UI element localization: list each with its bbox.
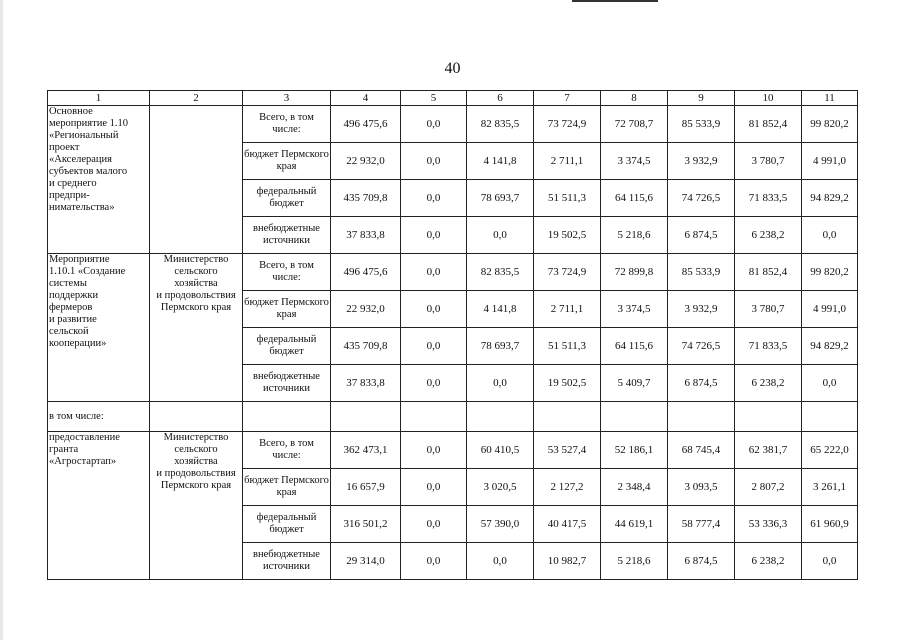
amount-cell-col-11: 4 991,0 <box>802 291 858 328</box>
amount-cell-col-9: 3 932,9 <box>668 143 735 180</box>
activity-name: предоставление гранта «Агростартап» <box>49 432 120 467</box>
separator-row <box>48 402 858 432</box>
amount-cell-col-9: 68 745,4 <box>668 432 735 469</box>
amount-cell-col-10: 62 381,7 <box>735 432 802 469</box>
scan-edge-shadow <box>0 0 3 640</box>
header-row <box>48 91 858 106</box>
amount-cell-col-10: 71 833,5 <box>735 180 802 217</box>
column-header-10: 10 <box>735 91 802 106</box>
amount-cell-col-5: 0,0 <box>401 143 467 180</box>
amount-cell-col-10: 2 807,2 <box>735 469 802 506</box>
amount-cell-col-6: 4 141,8 <box>467 291 534 328</box>
amount-cell-col-10: 6 238,2 <box>735 217 802 254</box>
amount-cell-col-6: 0,0 <box>467 365 534 402</box>
amount-cell-col-8: 3 374,5 <box>601 291 668 328</box>
amount-cell-col-5: 0,0 <box>401 365 467 402</box>
funding-source: внебюджетные источники <box>243 217 331 254</box>
executor-name: Министерство сельского хозяйства и продовольствия Пермского края <box>156 432 236 491</box>
amount-cell-col-10: 81 852,4 <box>735 254 802 291</box>
table-row <box>48 106 858 143</box>
amount-cell-col-6: 0,0 <box>467 217 534 254</box>
amount-cell-col-10: 6 238,2 <box>735 543 802 580</box>
amount-cell-col-4: 362 473,1 <box>331 432 401 469</box>
amount-cell-col-5: 0,0 <box>401 180 467 217</box>
executor-cell <box>150 254 243 402</box>
empty-cell <box>534 402 601 432</box>
amount-cell-col-5: 0,0 <box>401 469 467 506</box>
separator-label: в том числе: <box>48 402 150 432</box>
amount-cell-col-6: 57 390,0 <box>467 506 534 543</box>
amount-cell-col-5: 0,0 <box>401 432 467 469</box>
column-header-7: 7 <box>534 91 601 106</box>
funding-source: внебюджетные источники <box>243 543 331 580</box>
amount-cell-col-8: 2 348,4 <box>601 469 668 506</box>
column-header-8: 8 <box>601 91 668 106</box>
column-header-2: 2 <box>150 91 243 106</box>
top-rule <box>572 0 658 2</box>
amount-cell-col-11: 99 820,2 <box>802 106 858 143</box>
amount-cell-col-4: 16 657,9 <box>331 469 401 506</box>
amount-cell-col-10: 6 238,2 <box>735 365 802 402</box>
amount-cell-col-7: 51 511,3 <box>534 180 601 217</box>
funding-source: Всего, в том числе: <box>243 432 331 469</box>
activity-name-cell <box>48 254 150 402</box>
amount-cell-col-11: 0,0 <box>802 217 858 254</box>
budget-table <box>47 90 858 580</box>
amount-cell-col-4: 22 932,0 <box>331 291 401 328</box>
empty-cell <box>331 402 401 432</box>
amount-cell-col-9: 85 533,9 <box>668 106 735 143</box>
amount-cell-col-10: 71 833,5 <box>735 328 802 365</box>
empty-cell <box>401 402 467 432</box>
funding-source: Всего, в том числе: <box>243 254 331 291</box>
amount-cell-col-7: 2 711,1 <box>534 143 601 180</box>
amount-cell-col-8: 72 899,8 <box>601 254 668 291</box>
amount-cell-col-7: 51 511,3 <box>534 328 601 365</box>
amount-cell-col-8: 5 409,7 <box>601 365 668 402</box>
amount-cell-col-11: 0,0 <box>802 365 858 402</box>
empty-cell <box>735 402 802 432</box>
amount-cell-col-9: 6 874,5 <box>668 217 735 254</box>
amount-cell-col-6: 0,0 <box>467 543 534 580</box>
activity-name-cell <box>48 106 150 254</box>
amount-cell-col-8: 64 115,6 <box>601 180 668 217</box>
amount-cell-col-11: 94 829,2 <box>802 328 858 365</box>
funding-source: бюджет Пермского края <box>243 469 331 506</box>
empty-cell <box>668 402 735 432</box>
amount-cell-col-10: 3 780,7 <box>735 291 802 328</box>
amount-cell-col-4: 316 501,2 <box>331 506 401 543</box>
activity-name: Мероприятие 1.10.1 «Создание системы поддержки фермеров и развитие сельской кооперации» <box>49 254 126 349</box>
column-header-5: 5 <box>401 91 467 106</box>
activity-name-cell <box>48 432 150 580</box>
table-body <box>48 106 858 580</box>
amount-cell-col-6: 82 835,5 <box>467 254 534 291</box>
amount-cell-col-5: 0,0 <box>401 217 467 254</box>
amount-cell-col-7: 10 982,7 <box>534 543 601 580</box>
amount-cell-col-10: 3 780,7 <box>735 143 802 180</box>
funding-source: федеральный бюджет <box>243 180 331 217</box>
amount-cell-col-9: 6 874,5 <box>668 365 735 402</box>
amount-cell-col-11: 0,0 <box>802 543 858 580</box>
amount-cell-col-7: 40 417,5 <box>534 506 601 543</box>
amount-cell-col-6: 78 693,7 <box>467 328 534 365</box>
column-header-6: 6 <box>467 91 534 106</box>
funding-source: федеральный бюджет <box>243 506 331 543</box>
amount-cell-col-4: 37 833,8 <box>331 217 401 254</box>
amount-cell-col-7: 2 711,1 <box>534 291 601 328</box>
amount-cell-col-5: 0,0 <box>401 106 467 143</box>
funding-source: Всего, в том числе: <box>243 106 331 143</box>
amount-cell-col-10: 53 336,3 <box>735 506 802 543</box>
column-header-3: 3 <box>243 91 331 106</box>
column-header-11: 11 <box>802 91 858 106</box>
funding-source: бюджет Пермского края <box>243 291 331 328</box>
executor-cell <box>150 432 243 580</box>
funding-source: внебюджетные источники <box>243 365 331 402</box>
amount-cell-col-7: 53 527,4 <box>534 432 601 469</box>
empty-cell <box>802 402 858 432</box>
amount-cell-col-11: 99 820,2 <box>802 254 858 291</box>
amount-cell-col-9: 74 726,5 <box>668 180 735 217</box>
amount-cell-col-4: 435 709,8 <box>331 180 401 217</box>
funding-source: федеральный бюджет <box>243 328 331 365</box>
page-number: 40 <box>444 60 461 77</box>
amount-cell-col-4: 37 833,8 <box>331 365 401 402</box>
column-header-9: 9 <box>668 91 735 106</box>
amount-cell-col-8: 52 186,1 <box>601 432 668 469</box>
amount-cell-col-9: 3 093,5 <box>668 469 735 506</box>
empty-cell <box>243 402 331 432</box>
amount-cell-col-4: 435 709,8 <box>331 328 401 365</box>
amount-cell-col-5: 0,0 <box>401 254 467 291</box>
amount-cell-col-7: 73 724,9 <box>534 254 601 291</box>
amount-cell-col-9: 74 726,5 <box>668 328 735 365</box>
amount-cell-col-10: 81 852,4 <box>735 106 802 143</box>
amount-cell-col-8: 5 218,6 <box>601 217 668 254</box>
amount-cell-col-6: 78 693,7 <box>467 180 534 217</box>
amount-cell-col-4: 22 932,0 <box>331 143 401 180</box>
amount-cell-col-5: 0,0 <box>401 291 467 328</box>
column-header-1: 1 <box>48 91 150 106</box>
amount-cell-col-11: 3 261,1 <box>802 469 858 506</box>
amount-cell-col-4: 29 314,0 <box>331 543 401 580</box>
amount-cell-col-11: 61 960,9 <box>802 506 858 543</box>
amount-cell-col-5: 0,0 <box>401 506 467 543</box>
amount-cell-col-11: 65 222,0 <box>802 432 858 469</box>
table-row <box>48 254 858 291</box>
amount-cell-col-9: 85 533,9 <box>668 254 735 291</box>
amount-cell-col-6: 3 020,5 <box>467 469 534 506</box>
empty-cell <box>601 402 668 432</box>
amount-cell-col-9: 3 932,9 <box>668 291 735 328</box>
amount-cell-col-7: 19 502,5 <box>534 217 601 254</box>
amount-cell-col-8: 72 708,7 <box>601 106 668 143</box>
amount-cell-col-11: 4 991,0 <box>802 143 858 180</box>
amount-cell-col-8: 44 619,1 <box>601 506 668 543</box>
amount-cell-col-4: 496 475,6 <box>331 106 401 143</box>
column-header-4: 4 <box>331 91 401 106</box>
amount-cell-col-8: 5 218,6 <box>601 543 668 580</box>
amount-cell-col-6: 4 141,8 <box>467 143 534 180</box>
amount-cell-col-8: 64 115,6 <box>601 328 668 365</box>
amount-cell-col-5: 0,0 <box>401 543 467 580</box>
amount-cell-col-5: 0,0 <box>401 328 467 365</box>
amount-cell-col-7: 2 127,2 <box>534 469 601 506</box>
amount-cell-col-6: 82 835,5 <box>467 106 534 143</box>
amount-cell-col-9: 6 874,5 <box>668 543 735 580</box>
executor-cell <box>150 106 243 254</box>
amount-cell-col-8: 3 374,5 <box>601 143 668 180</box>
funding-source: бюджет Пермского края <box>243 143 331 180</box>
empty-cell <box>150 402 243 432</box>
amount-cell-col-11: 94 829,2 <box>802 180 858 217</box>
table-row <box>48 432 858 469</box>
amount-cell-col-6: 60 410,5 <box>467 432 534 469</box>
amount-cell-col-7: 19 502,5 <box>534 365 601 402</box>
empty-cell <box>467 402 534 432</box>
amount-cell-col-7: 73 724,9 <box>534 106 601 143</box>
amount-cell-col-4: 496 475,6 <box>331 254 401 291</box>
executor-name: Министерство сельского хозяйства и продовольствия Пермского края <box>156 254 236 313</box>
amount-cell-col-9: 58 777,4 <box>668 506 735 543</box>
activity-name: Основное мероприятие 1.10 «Региональный проект «Акселерация субъектов малого и среднего предпри- нимательства» <box>49 106 128 213</box>
